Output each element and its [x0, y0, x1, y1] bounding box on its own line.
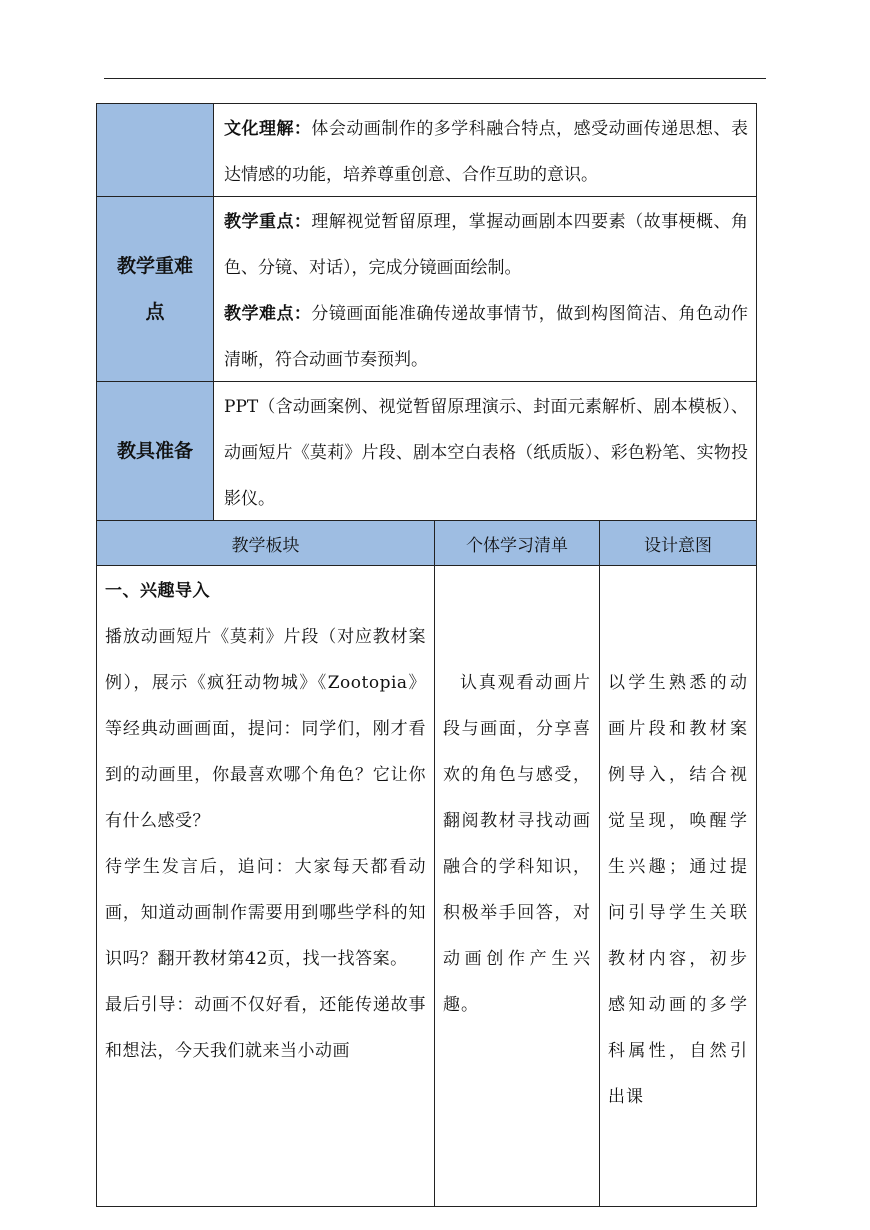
section1-student-cell: [435, 566, 600, 1207]
keypoints-row: [97, 197, 757, 382]
section1-para3: 最后引导：动画不仅好看，还能传递故事和想法，今天我们就来当小动画: [105, 995, 426, 1061]
keypoints-row-label: 教学重难点: [97, 197, 214, 382]
materials-row: [97, 382, 757, 521]
culture-text: 体会动画制作的多学科融合特点，感受动画传递思想、表达情感的功能，培养尊重创意、合作互助的意识。: [224, 119, 749, 185]
focus-text: 理解视觉暂留原理，掌握动画剧本四要素（故事梗概、角色、分镜、对话），完成分镜画面绘制。: [224, 212, 749, 278]
header-design-intent: 设计意图: [600, 521, 757, 566]
section1-para1: 播放动画短片《莫莉》片段（对应教材案例），展示《疯狂动物城》《Zootopia》等经典动画画面，提问：同学们，刚才看到的动画里，你最喜欢哪个角色？它让你有什么感受？: [105, 627, 426, 831]
table-header-row: [97, 521, 757, 566]
section1-student-text: 认真观看动画片段与画面，分享喜欢的角色与感受，翻阅教材寻找动画融合的学科知识，积极举手回答，对动画创作产生兴趣。: [443, 673, 591, 1015]
focus-label: 教学重点：: [224, 212, 312, 232]
section1-teaching-cell: [97, 566, 435, 1207]
section1-intent-cell: [600, 566, 757, 1207]
header-rule: [104, 78, 766, 79]
culture-row-label: [97, 104, 214, 197]
culture-row: [97, 104, 757, 197]
section1-para2: 待学生发言后，追问：大家每天都看动画，知道动画制作需要用到哪些学科的知识吗？翻开教材第42页，找一找答案。: [105, 857, 426, 969]
header-teaching-module: 教学板块: [97, 521, 435, 566]
focus-paragraph: [224, 199, 748, 291]
culture-label: 文化理解：: [224, 119, 312, 139]
section1-intent-text: 以学生熟悉的动画片段和教材案例导入，结合视觉呈现，唤醒学生兴趣；通过提问引导学生关联教材内容，初步感知动画的多学科属性，自然引出课: [608, 673, 748, 1107]
keypoints-cell: [214, 197, 757, 382]
culture-cell: [214, 104, 757, 197]
lesson-plan-table: [96, 103, 757, 1207]
materials-cell: [214, 382, 757, 521]
section1-title: 一、兴趣导入: [105, 581, 210, 601]
materials-text: PPT（含动画案例、视觉暂留原理演示、封面元素解析、剧本模板）、动画短片《莫莉》片段、剧本空白表格（纸质版）、彩色粉笔、实物投影仪。: [224, 397, 748, 509]
section1-row: [97, 566, 757, 1207]
materials-row-label: 教具准备: [97, 382, 214, 521]
difficulty-label: 教学难点：: [224, 304, 312, 324]
header-student-checklist: 个体学习清单: [435, 521, 600, 566]
difficulty-text: 分镜画面能准确传递故事情节，做到构图简洁、角色动作清晰，符合动画节奏预判。: [224, 304, 749, 370]
difficulty-paragraph: [224, 291, 748, 383]
